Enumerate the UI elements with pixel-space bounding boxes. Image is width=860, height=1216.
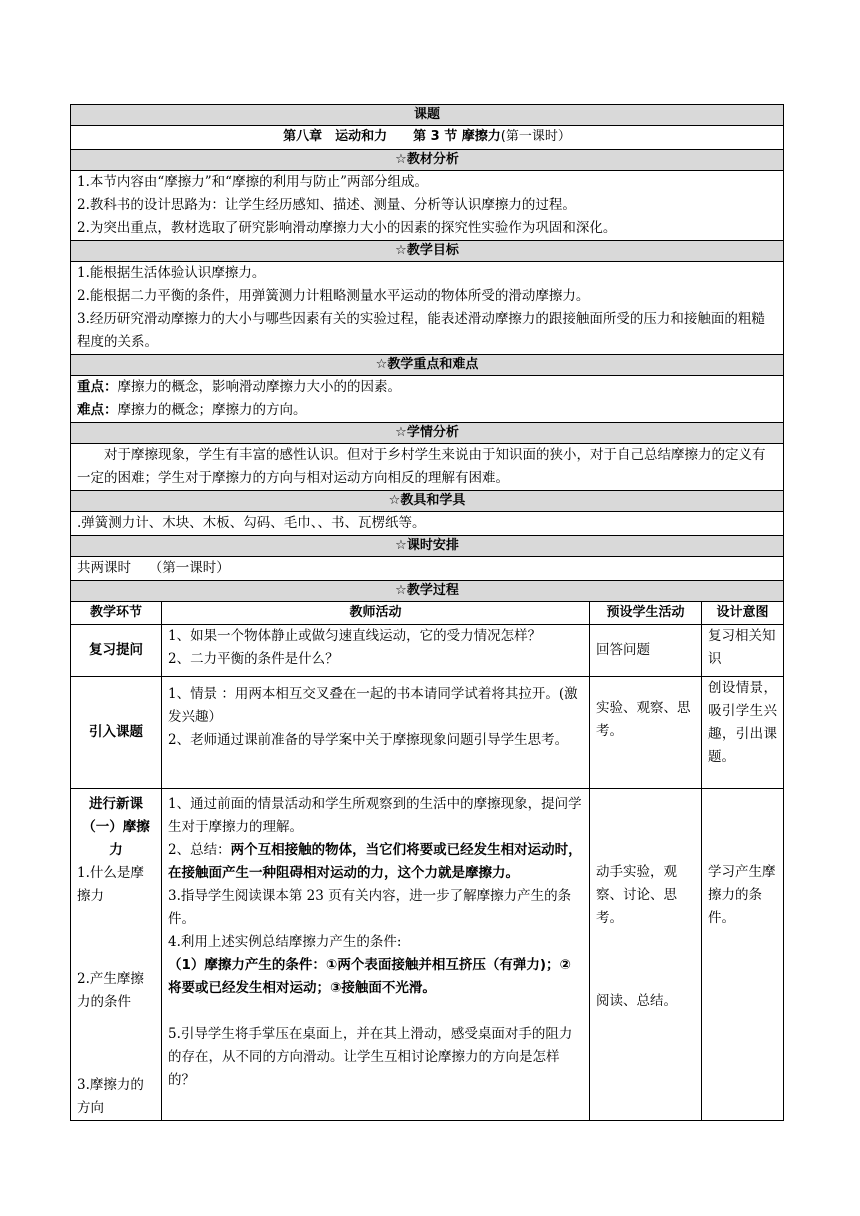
students-text: 对于摩擦现象，学生有丰富的感性认识。但对于乡村学生来说由于知识面的狭小，对于自己总结摩擦力的定义有一定的困难；学生对于摩擦力的方向与相对运动方向相反的理解有困难。 bbox=[77, 446, 766, 486]
review-student: 回答问题 bbox=[590, 624, 702, 676]
process-column-headers bbox=[71, 601, 784, 624]
intro-intent: 创设情景，吸引学生兴趣，引出课题。 bbox=[702, 676, 784, 788]
goals-header-row bbox=[71, 240, 784, 261]
schedule-title: ☆课时安排 bbox=[71, 535, 784, 556]
new-lesson-teacher bbox=[162, 788, 590, 1120]
difficulty-label: 难点： bbox=[77, 401, 118, 418]
new-student-activity-2: 阅读、总结。 bbox=[596, 992, 677, 1009]
column-header-teacher: 教师活动 bbox=[162, 601, 590, 624]
tools-body-row bbox=[71, 511, 784, 535]
difficulty-text: 摩擦力的概念；摩擦力的方向。 bbox=[117, 401, 307, 418]
goal-line: 2.能根据二力平衡的条件，用弹簧测力计粗略测量水平运动的物体所受的滑动摩擦力。 bbox=[77, 287, 590, 304]
key-text: 摩擦力的概念，影响滑动摩擦力大小的的因素。 bbox=[117, 378, 401, 395]
key-points-title: ☆教学重点和难点 bbox=[71, 354, 784, 375]
new-teacher-step-2 bbox=[168, 839, 583, 885]
analysis-line: 2.为突出重点，教材选取了研究影响滑动摩擦力大小的因素的探究性实验作为巩固和深化。 bbox=[77, 219, 617, 236]
new-teacher-step-4: 4.利用上述实例总结摩擦力产生的条件: bbox=[168, 933, 402, 950]
stage-friction-conditions: 2.产生摩擦力的条件 bbox=[77, 970, 144, 1010]
new-lesson-student bbox=[590, 788, 702, 1120]
tools-text: .弹簧测力计、木块、木板、勾码、毛巾、、书、瓦楞纸等。 bbox=[71, 511, 784, 535]
new-teacher-step-5: 5.引导学生将手掌压在桌面上，并在其上滑动，感受桌面对手的阻力的存在，从不同的方向滑动。让学生互相讨论摩擦力的方向是怎样的？ bbox=[168, 1025, 573, 1088]
chapter-title-row bbox=[71, 126, 784, 150]
goal-line: 1.能根据生活体验认识摩擦力。 bbox=[77, 264, 266, 281]
review-intent: 复习相关知识 bbox=[702, 624, 784, 676]
friction-conditions-text: （1）摩擦力产生的条件：①两个表面接触并相互挤压（有弹力)；②将要或已经发生相对运动；③接触面不光滑。 bbox=[168, 956, 571, 996]
students-body-row bbox=[71, 443, 784, 490]
schedule-header-row bbox=[71, 535, 784, 556]
analysis-body-row bbox=[71, 170, 784, 240]
process-title: ☆教学过程 bbox=[71, 580, 784, 601]
tools-header-row bbox=[71, 490, 784, 511]
new-lesson-intent bbox=[702, 788, 784, 1120]
new-teacher-step-1: 1、通过前面的情景活动和学生所观察到的生活中的摩擦现象，提问学生对于摩擦力的理解。 bbox=[168, 795, 582, 835]
goals-body-row bbox=[71, 261, 784, 354]
analysis-body bbox=[71, 170, 784, 240]
column-header-intent: 设计意图 bbox=[702, 601, 784, 624]
friction-definition: 两个互相接触的物体，当它们将要或已经发生相对运动时，在接触面产生一种阻碍相对运动的力，这个力就是摩擦力。 bbox=[168, 841, 582, 881]
review-teacher-line: 1、如果一个物体静止或做匀速直线运动，它的受力情况怎样？ bbox=[168, 627, 542, 644]
review-row bbox=[71, 624, 784, 676]
chapter-title-sub: (第一课时） bbox=[500, 129, 571, 144]
review-teacher-line: 2、二力平衡的条件是什么？ bbox=[168, 650, 339, 667]
stage-friction-direction: 3.摩擦力的方向 bbox=[77, 1076, 144, 1116]
schedule-body-row bbox=[71, 556, 784, 580]
goal-line: 3.经历研究滑动摩擦力的大小与哪些因素有关的实验过程，能表述滑动摩擦力的跟接触面所受的压力和接触面的粗糙程度的关系。 bbox=[77, 310, 765, 350]
review-teacher bbox=[162, 624, 590, 676]
analysis-line: 1.本节内容由“摩擦力”和“摩擦的利用与防止”两部分组成。 bbox=[77, 173, 428, 190]
schedule-text: 共两课时 （第一课时） bbox=[71, 556, 784, 580]
lesson-plan-document bbox=[70, 104, 783, 1121]
review-stage: 复习提问 bbox=[71, 624, 162, 676]
new-lesson-stage-title-text: 进行新课（一）摩擦力 bbox=[82, 795, 150, 858]
key-points-body bbox=[71, 375, 784, 422]
students-title: ☆学情分析 bbox=[71, 422, 784, 443]
column-header-student: 预设学生活动 bbox=[590, 601, 702, 624]
keti-label: 课题 bbox=[71, 105, 784, 126]
key-points-body-row bbox=[71, 375, 784, 422]
chapter-title bbox=[71, 126, 784, 150]
analysis-title: ☆教材分析 bbox=[71, 149, 784, 170]
new-intent-text: 学习产生摩擦力的条件。 bbox=[708, 863, 776, 926]
chapter-title-text: 第八章 运动和力 第 3 节 摩擦力 bbox=[283, 129, 501, 144]
intro-teacher bbox=[162, 676, 590, 788]
key-label: 重点： bbox=[77, 378, 118, 395]
new-teacher-step-3: 3.指导学生阅读课本第 23 页有关内容，进一步了解摩擦力产生的条件。 bbox=[168, 887, 572, 927]
analysis-line: 2.教科书的设计思路为：让学生经历感知、描述、测量、分析等认识摩擦力的过程。 bbox=[77, 196, 576, 213]
process-header-row bbox=[71, 580, 784, 601]
intro-student: 实验、观察、思考。 bbox=[590, 676, 702, 788]
students-header-row bbox=[71, 422, 784, 443]
stage-what-is-friction: 1.什么是摩擦力 bbox=[77, 864, 144, 904]
new-lesson-stage bbox=[71, 788, 162, 1120]
column-header-stage: 教学环节 bbox=[71, 601, 162, 624]
intro-teacher-line: 2、老师通过课前准备的导学案中关于摩擦现象问题引导学生思考。 bbox=[168, 731, 569, 748]
new-lesson-stage-title bbox=[77, 793, 155, 862]
difficulty-line bbox=[77, 399, 777, 422]
new-teacher-step-2-prefix: 2、总结： bbox=[168, 841, 231, 858]
goals-body bbox=[71, 261, 784, 354]
intro-row bbox=[71, 676, 784, 788]
students-body bbox=[71, 443, 784, 490]
intro-teacher-line: 1、情景 ：用两本相互交叉叠在一起的书本请同学试着将其拉开。(激发兴趣） bbox=[168, 685, 578, 725]
friction-conditions bbox=[168, 954, 583, 1000]
goals-title: ☆教学目标 bbox=[71, 240, 784, 261]
lesson-plan-table bbox=[70, 104, 784, 1121]
key-point-line bbox=[77, 376, 777, 399]
analysis-header-row bbox=[71, 149, 784, 170]
new-student-activity-1: 动手实验，观察、讨论、思考。 bbox=[596, 863, 677, 926]
key-points-header-row bbox=[71, 354, 784, 375]
new-lesson-row bbox=[71, 788, 784, 1120]
keti-header-row bbox=[71, 105, 784, 126]
intro-stage: 引入课题 bbox=[71, 676, 162, 788]
tools-title: ☆教具和学具 bbox=[71, 490, 784, 511]
